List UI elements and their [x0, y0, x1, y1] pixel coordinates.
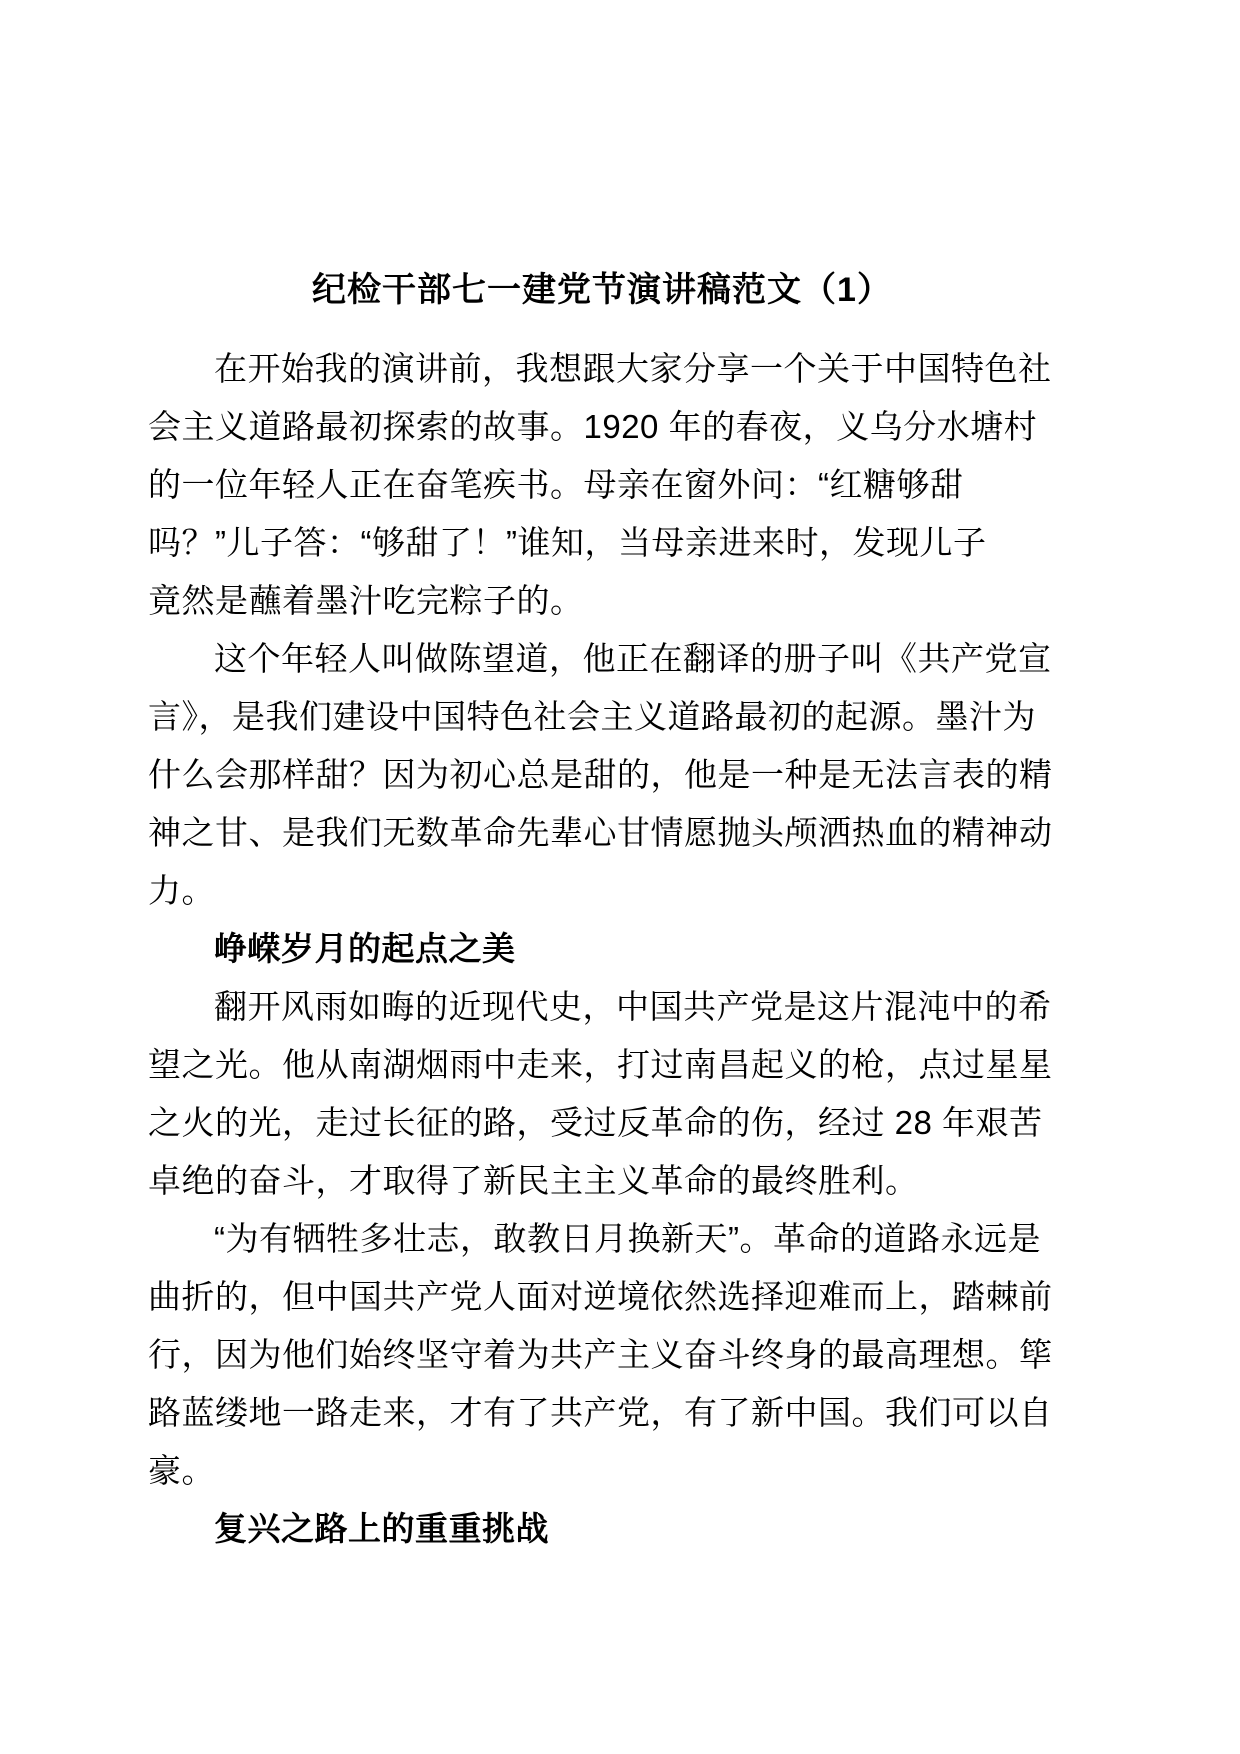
- text-line: 的一位年轻人正在奋笔疾书。母亲在窗外问：“红糖够甜: [148, 466, 964, 503]
- text-line: 吗？”儿子答：“够甜了！”谁知，当母亲进来时，发现儿子: [148, 524, 987, 561]
- text-line: 言》，是我们建设中国特色社会主义道路最初的起源。墨汁为: [148, 698, 1036, 735]
- text-line: 路蓝缕地一路走来，才有了共产党，有了新中国。我们可以自: [148, 1394, 1053, 1431]
- text-line: 翻开风雨如晦的近现代史，中国共产党是这片混沌中的希: [214, 988, 1052, 1025]
- text-line: “为有牺牲多壮志，敢教日月换新天”。革命的道路永远是: [214, 1220, 1041, 1257]
- text-line: 竟然是蘸着墨汁吃完粽子的。: [148, 582, 584, 619]
- document-title: 纪检干部七一建党节演讲稿范文（1）: [312, 271, 892, 309]
- text-line: 神之甘、是我们无数革命先辈心甘情愿抛头颅洒热血的精神动: [148, 814, 1053, 851]
- paragraph: [148, 1210, 1056, 1500]
- section-heading: [148, 1500, 1056, 1558]
- text-line: 豪。: [148, 1452, 215, 1489]
- document-content: [148, 261, 1056, 1558]
- paragraph: [148, 340, 1056, 630]
- heading-line: 复兴之路上的重重挑战: [214, 1510, 549, 1547]
- text-line: 之火的光，走过长征的路，受过反革命的伤，经过 28 年艰苦: [148, 1104, 1043, 1141]
- paragraph: [148, 978, 1056, 1210]
- text-line: 在开始我的演讲前，我想跟大家分享一个关于中国特色社: [214, 350, 1052, 387]
- text-line: 这个年轻人叫做陈望道，他正在翻译的册子叫《共产党宣: [214, 640, 1052, 677]
- document-body: [148, 340, 1056, 1558]
- heading-line: 峥嵘岁月的起点之美: [214, 930, 516, 967]
- text-line: 曲折的，但中国共产党人面对逆境依然选择迎难而上，踏棘前: [148, 1278, 1053, 1315]
- text-line: 什么会那样甜？因为初心总是甜的，他是一种是无法言表的精: [148, 756, 1053, 793]
- text-line: 卓绝的奋斗，才取得了新民主主义革命的最终胜利。: [148, 1162, 919, 1199]
- text-line: 望之光。他从南湖烟雨中走来，打过南昌起义的枪，点过星星: [148, 1046, 1053, 1083]
- paragraph: [148, 630, 1056, 920]
- section-heading: [148, 920, 1056, 978]
- text-line: 会主义道路最初探索的故事。1920 年的春夜，义乌分水塘村: [148, 408, 1038, 445]
- text-line: 力。: [148, 872, 215, 909]
- text-line: 行，因为他们始终坚守着为共产主义奋斗终身的最高理想。筚: [148, 1336, 1053, 1373]
